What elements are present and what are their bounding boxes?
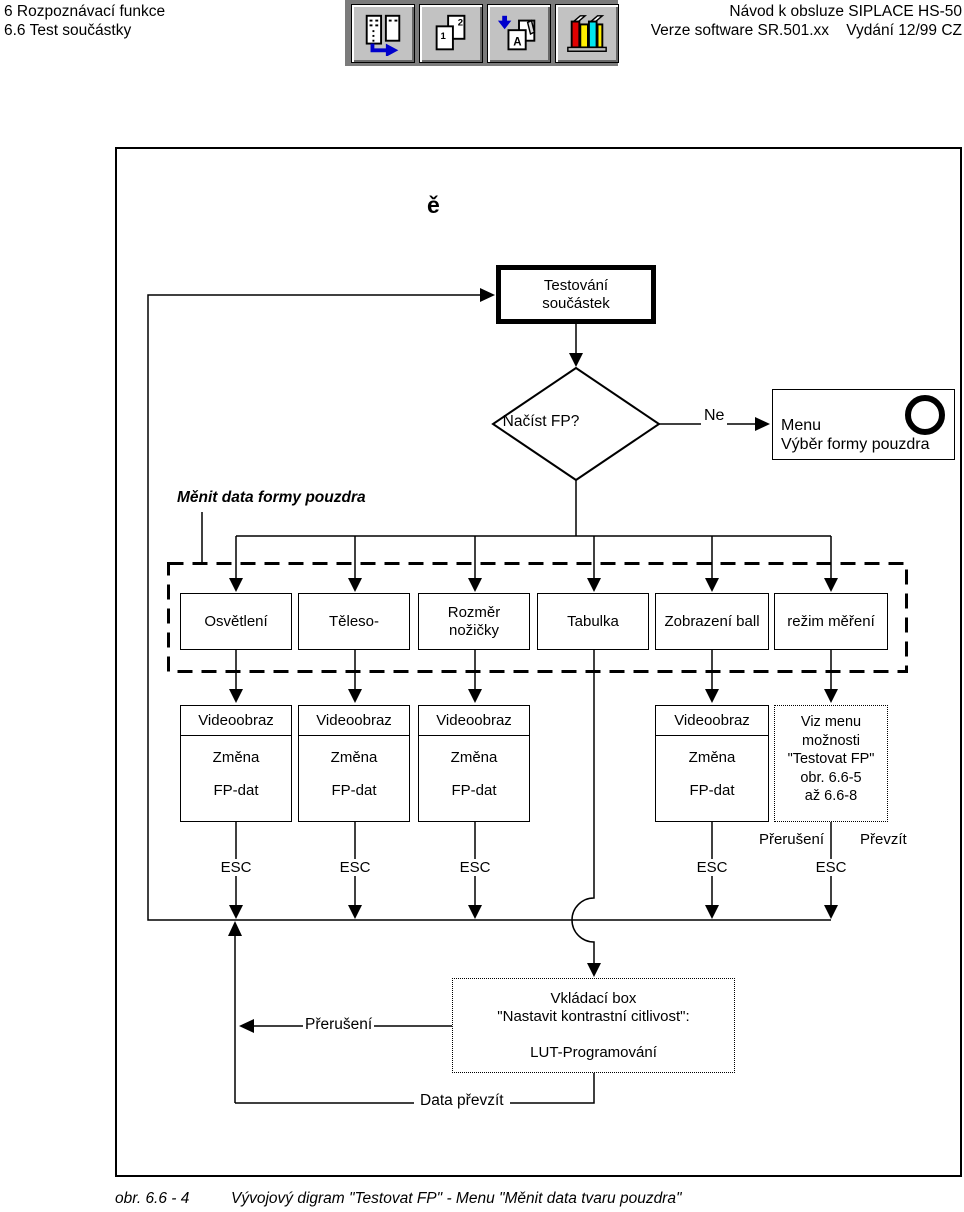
caption-text: Vývojový digram "Testovat FP" - Menu "Měnit data tvaru pouzdra" — [231, 1190, 682, 1207]
menu-item-teleso: Těleso- — [298, 593, 410, 650]
viz-line5: až 6.6-8 — [804, 788, 858, 804]
contrast-dialog-box — [452, 978, 735, 1073]
header-manual-line2: Verze software SR.501.xx Vydání 12/99 CZ — [650, 22, 962, 39]
video-box-line2: FP-dat — [451, 782, 497, 799]
distribution-drops — [236, 536, 831, 580]
esc-label-4: ESC — [688, 859, 736, 876]
start-box-line1: Testování — [543, 276, 609, 294]
video-box-header: Videoobraz — [299, 706, 409, 736]
dialog-line1: Vkládací box — [550, 990, 637, 1007]
menu-item-rezim-mereni: režim měření — [774, 593, 888, 650]
branch-label: Měnit data formy pouzdra — [177, 489, 366, 506]
esc-label-1: ESC — [212, 859, 260, 876]
menu-box-line1: Menu — [781, 417, 822, 434]
esc-label-5: ESC — [807, 859, 855, 876]
video-box-line1: Změna — [450, 749, 498, 766]
menu-item-tabulka: Tabulka — [537, 593, 649, 650]
video-box-3 — [418, 705, 530, 822]
video-box-2 — [298, 705, 410, 822]
table-column-line-with-hop — [572, 650, 594, 965]
accept-label: Převzít — [860, 831, 907, 848]
stray-character: ě — [427, 192, 440, 218]
menu-item-zobrazeni-ball: Zobrazení ball — [655, 593, 769, 650]
header-section-line2: 6.6 Test součástky — [4, 22, 132, 39]
viz-line3: "Testovat FP" — [787, 751, 875, 767]
svg-text:A: A — [513, 36, 522, 48]
dialog-line3: LUT-Programování — [530, 1044, 657, 1061]
decision-no-label: Ne — [701, 407, 727, 425]
decision-label: Načíst FP? — [502, 413, 580, 430]
svg-text:1: 1 — [440, 30, 446, 42]
start-box — [496, 265, 656, 324]
esc-drop-lines — [236, 822, 831, 907]
svg-text:2: 2 — [457, 16, 464, 28]
viz-line4: obr. 6.6-5 — [800, 769, 862, 786]
video-box-line2: FP-dat — [213, 782, 259, 799]
menu-select-package-box — [772, 389, 955, 460]
video-box-line2: FP-dat — [331, 782, 377, 799]
see-menu-options-box — [774, 705, 888, 822]
dialog-line2: "Nastavit kontrastní citlivost": — [497, 1008, 690, 1025]
video-box-1 — [180, 705, 292, 822]
esc-label-3: ESC — [451, 859, 499, 876]
video-box-line2: FP-dat — [689, 782, 735, 799]
start-box-line2: součástek — [542, 294, 610, 312]
video-box-header: Videoobraz — [419, 706, 529, 736]
video-box-line1: Změna — [330, 749, 378, 766]
header-section-line1: 6 Rozpoznávací funkce — [4, 3, 166, 20]
menu-box-line2: Výběr formy pouzdra — [781, 436, 930, 453]
header-manual-line1: Návod k obsluze SIPLACE HS-50 — [729, 3, 962, 20]
video-box-header: Videoobraz — [181, 706, 291, 736]
abort-label-bottom: Přerušení — [305, 1016, 373, 1033]
video-box-header: Videoobraz — [656, 706, 768, 736]
menu-item-rozmer-nozicky: Rozměr nožičky — [418, 593, 530, 650]
menu-item-osvetleni: Osvětlení — [180, 593, 292, 650]
viz-line2: možnosti — [801, 732, 861, 749]
video-box-line1: Změna — [688, 749, 736, 766]
data-accept-label: Data převzít — [414, 1092, 510, 1110]
video-box-4 — [655, 705, 769, 822]
viz-line1: Viz menu — [800, 714, 862, 730]
video-box-line1: Změna — [212, 749, 260, 766]
abort-label: Přerušení — [758, 831, 824, 848]
ring-icon — [905, 395, 945, 435]
esc-label-2: ESC — [331, 859, 379, 876]
caption-number: obr. 6.6 - 4 — [115, 1190, 190, 1207]
